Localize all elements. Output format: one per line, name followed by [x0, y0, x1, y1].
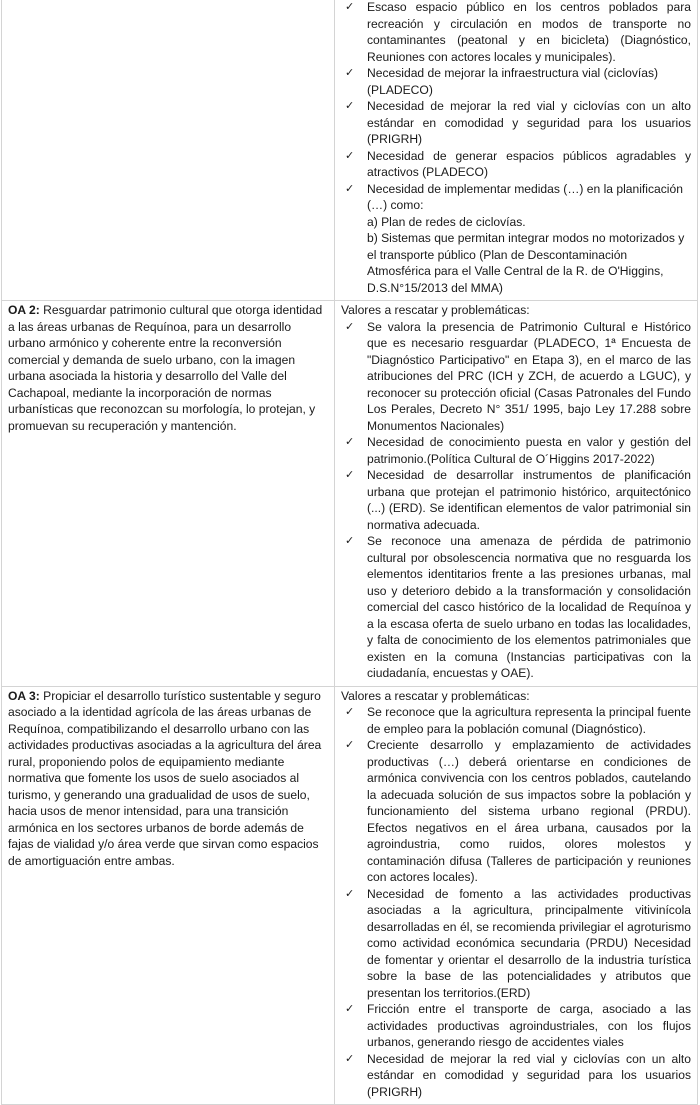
checkmark-icon: ✓ [345, 535, 355, 547]
checkmark-icon: ✓ [345, 436, 355, 448]
list-item: ✓ Necesidad de fomento a las actividades productivas asociadas a la agricultura, principalmente vitivinícola desarrolladas en él, se recomienda privilegiar el agroturismo como actividad económica secundaria (PRDU) Necesidad de fomentar y orientar el desarrollo de la industria turística sobre la base de las potencialidades y atributos que presentan los territorios.(ERD) [345, 886, 691, 1000]
list-item: ✓ Escaso espacio público en los centros poblados para recreación y circulación en modos de transporte no contaminantes (peatonal y en bicicleta) (Diagnóstico, Reuniones con actores locales y municipales). [345, 0, 691, 64]
list-item: ✓ Fricción entre el transporte de carga, asociado a las actividades productivas agroindustriales, con los flujos urbanos, generando riesgo de accidentes viales [345, 1002, 691, 1049]
list-item: ✓ Necesidad de conocimiento puesta en valor y gestión del patrimonio.(Política Cultural de O´Higgins 2017-2022) [345, 435, 691, 466]
values-list [341, 704, 691, 1100]
list-item: ✓ Necesidad de generar espacios públicos agradables y atractivos (PLADECO) [345, 148, 691, 179]
objective-label: OA 2: [8, 303, 40, 317]
list-item: ✓ Creciente desarrollo y emplazamiento de actividades productivas (…) deberá orientarse en condiciones de armónica convivencia con los centros poblados, cautelando la adecuada solución de sus impactos sobre la población y funcionamiento del sistema urbano regional (PRDU). Efectos negativos en el área urbana, causados por la agroindustria, como ruidos, olores molestos y contaminación difusa (Talleres de participación y reuniones con actores locales). [345, 738, 691, 884]
list-item: ✓ Necesidad de mejorar la red vial y ciclovías con un alto estándar en comodidad y seguridad para los usuarios (PRIGRH) [345, 99, 691, 146]
list-item: ✓ Necesidad de implementar medidas (…) en la planificación (…) como: a) Plan de redes de ciclovías. b) Sistemas que permitan integrar modos no motorizados y el transporte público (Plan de Descontaminación Atmosférica para el Valle Central de la R. de O'Higgins, D.S.N°15/2013 del MMA) [341, 181, 691, 297]
checkmark-icon: ✓ [345, 1, 355, 13]
values-cell [335, 301, 698, 687]
list-item: ✓ Se valora la presencia de Patrimonio Cultural e Histórico que es necesario resguardar (PLADECO, 1ª Encuesta de "Diagnóstico Participativo" en Etapa 3), en el marco de las atribuciones del PRC (ICH y ZCH, de acuerdo a LGUC), y reconocer su protección oficial (Casas Patronales del Fundo Los Perales, Decreto N° 351/ 1995, bajo Ley 17.288 sobre Monumentos Nacionales) [345, 319, 691, 433]
values-cell [335, 686, 698, 1105]
checkmark-icon: ✓ [345, 739, 355, 751]
objective-cell [2, 301, 335, 687]
table-row [2, 686, 698, 1105]
values-list [341, 319, 691, 682]
values-heading: Valores a rescatar y problemáticas: [341, 688, 530, 703]
checkmark-icon: ✓ [345, 67, 355, 79]
list-item: ✓ Se reconoce una amenaza de pérdida de patrimonio cultural por obsolescencia normativa que no resguarda los elementos identitarios frente a las presiones urbanas, mal uso y deterioro debido a la transformación y consolidación comercial del casco histórico de la localidad de Requínoa y a la escasa oferta de suelo urbano en todas las localidades, y falta de conocimiento de los elementos patrimoniales que existen en la comuna (Instancias participativas con la ciudadanía, encuestas y OAE). [345, 534, 691, 680]
objective-text: Propiciar el desarrollo turístico sustentable y seguro asociado a la identidad agrícola de las áreas urbanas de Requínoa, compatibilizando el desarrollo urbano con las actividades productivas asociadas a la agricultura del área rural, proponiendo polos de equipamiento mediante normativa que fomente los usos de suelo asociados al turismo, y generando una gradualidad de usos de suelo, hacia usos de menor intensidad, para una transición armónica en los sectores urbanos de borde además de fajas de vialidad y/o área verde que sirvan como espacios de amortiguación entre ambas. [8, 688, 322, 868]
checkmark-icon: ✓ [345, 887, 355, 900]
checkmark-icon: ✓ [345, 320, 355, 333]
checkmark-icon: ✓ [345, 149, 355, 162]
objective-label: OA 3: [8, 688, 40, 703]
objective-cell [2, 0, 335, 301]
values-heading: Valores a rescatar y problemáticas: [341, 303, 530, 317]
sub-item-a: a) Plan de redes de ciclovías. [367, 214, 526, 229]
list-item: ✓ Necesidad de mejorar la infraestructura vial (ciclovías) (PLADECO) [345, 66, 659, 97]
checkmark-icon: ✓ [345, 1052, 355, 1065]
values-list [341, 0, 691, 296]
table-row [2, 0, 698, 301]
table-row [2, 301, 698, 687]
list-item: ✓ Necesidad de mejorar la red vial y ciclovías con un alto estándar en comodidad y seguridad para los usuarios (PRIGRH) [345, 1051, 691, 1099]
checkmark-icon: ✓ [345, 706, 355, 718]
checkmark-icon: ✓ [345, 182, 355, 195]
objective-cell [2, 686, 335, 1105]
checkmark-icon: ✓ [345, 100, 355, 112]
checkmark-icon: ✓ [345, 1003, 355, 1015]
list-item: ✓ Necesidad de desarrollar instrumentos de planificación urbana que protejan el patrimonio histórico, arquitectónico (...) (ERD). Se identifican elementos de valor patrimonial sin normativa adecuada. [345, 468, 691, 532]
sub-item-b: b) Sistemas que permitan integrar modos no motorizados y el transporte público (Plan de Descontaminación Atmosférica para el Valle Central de la R. de O'Higgins, D.S.N°15/2013 del MMA) [367, 231, 685, 295]
list-item: ✓ Se reconoce que la agricultura representa la principal fuente de empleo para la población comunal (Diagnóstico). [345, 705, 691, 736]
objective-text: Resguardar patrimonio cultural que otorga identidad a las áreas urbanas de Requínoa, para un desarrollo urbano armónico y coherente entre la reconversión comercial y demanda de suelo urbano, con la imagen urbana asociada la historia y desarrollo del Valle del Cachapoal, mediante la incorporación de normas urbanísticas que reconozcan su morfología, lo protejan, y promuevan su recuperación y mantención. [8, 303, 323, 433]
objectives-table [1, 0, 698, 1105]
values-cell [335, 0, 698, 301]
checkmark-icon: ✓ [345, 469, 355, 481]
